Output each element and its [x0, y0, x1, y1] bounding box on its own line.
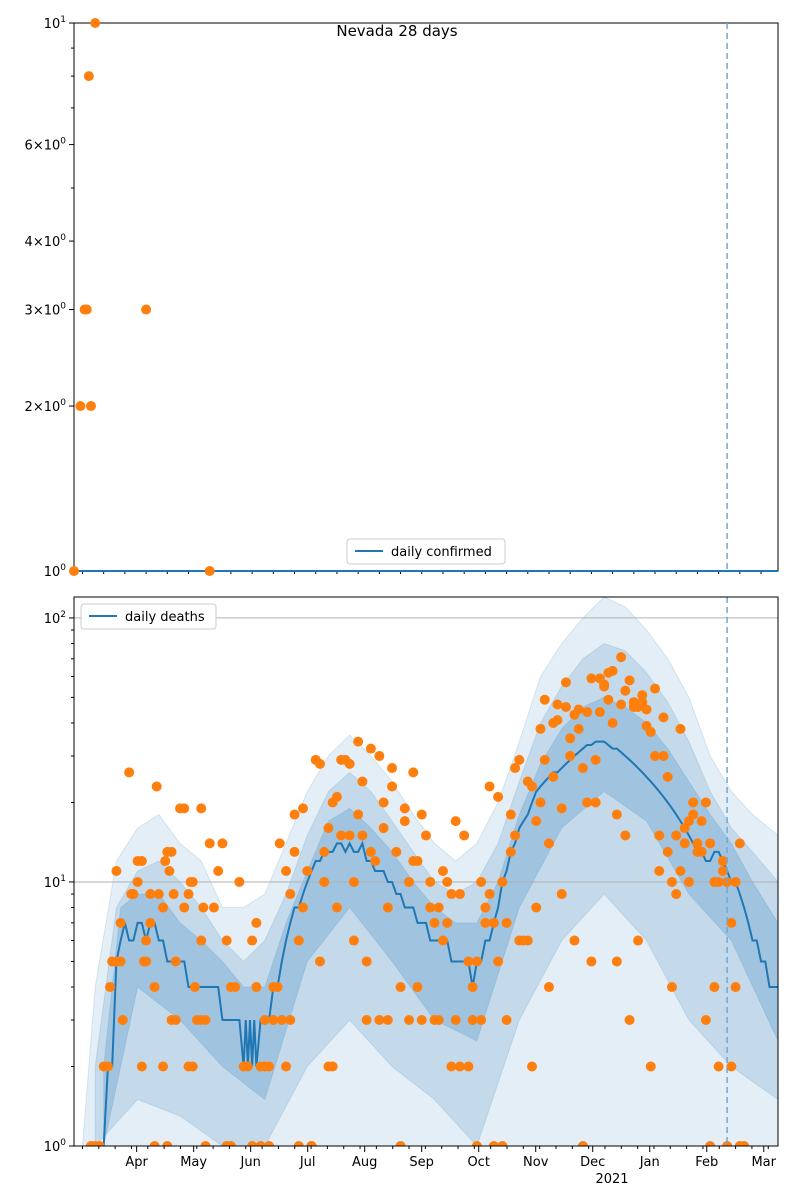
deaths-point [654, 866, 664, 876]
deaths-point [251, 918, 261, 928]
deaths-point [434, 1015, 444, 1025]
confirmed-plot-area [74, 23, 778, 571]
deaths-point [561, 702, 571, 712]
deaths-point [493, 956, 503, 966]
deaths-point [319, 877, 329, 887]
deaths-point [565, 751, 575, 761]
deaths-point [595, 707, 605, 717]
deaths-point [578, 763, 588, 773]
deaths-point [345, 759, 355, 769]
deaths-point [158, 1062, 168, 1072]
deaths-point [302, 866, 312, 876]
deaths-point [531, 903, 541, 913]
deaths-xtick-label: Aug [351, 1155, 378, 1170]
deaths-point [413, 982, 423, 992]
deaths-point [620, 830, 630, 840]
deaths-point [222, 936, 232, 946]
deaths-point [391, 847, 401, 857]
deaths-point [680, 838, 690, 848]
deaths-point [332, 903, 342, 913]
deaths-point [349, 936, 359, 946]
deaths-point [552, 699, 562, 709]
deaths-point [188, 877, 198, 887]
deaths-point [684, 877, 694, 887]
deaths-point [603, 695, 613, 705]
confirmed-ytick-label: $6\times 10^0$ [24, 136, 66, 154]
deaths-point [476, 1015, 486, 1025]
deaths-point [557, 803, 567, 813]
deaths-point [387, 763, 397, 773]
deaths-point [701, 1015, 711, 1025]
deaths-legend [81, 604, 216, 629]
deaths-point [417, 810, 427, 820]
deaths-point [565, 733, 575, 743]
deaths-point [171, 1015, 181, 1025]
deaths-point [400, 816, 410, 826]
deaths-point [671, 830, 681, 840]
deaths-point [608, 666, 618, 676]
deaths-point [468, 982, 478, 992]
deaths-panel [44, 597, 778, 1187]
confirmed-point [69, 566, 79, 576]
deaths-point [167, 847, 177, 857]
deaths-xtick-label: Sep [409, 1155, 434, 1170]
deaths-xtick-label: May [180, 1155, 208, 1170]
deaths-point [731, 982, 741, 992]
deaths-point [116, 918, 126, 928]
confirmed-point [90, 18, 100, 28]
deaths-point [290, 847, 300, 857]
deaths-point [133, 877, 143, 887]
deaths-point [714, 1062, 724, 1072]
deaths-point [150, 982, 160, 992]
deaths-point [362, 956, 372, 966]
deaths-point [357, 777, 367, 787]
deaths-point [620, 686, 630, 696]
deaths-point [642, 704, 652, 714]
deaths-point [171, 956, 181, 966]
confirmed-point [82, 305, 92, 315]
confirmed-point [84, 71, 94, 81]
deaths-point [697, 816, 707, 826]
deaths-point [188, 1062, 198, 1072]
deaths-point [154, 889, 164, 899]
deaths-point [137, 1062, 147, 1072]
deaths-point [141, 956, 151, 966]
deaths-point [328, 1062, 338, 1072]
deaths-point [353, 810, 363, 820]
deaths-point [705, 838, 715, 848]
deaths-point [145, 918, 155, 928]
deaths-point [616, 652, 626, 662]
deaths-point [370, 856, 380, 866]
deaths-point [387, 781, 397, 791]
deaths-point [591, 755, 601, 765]
deaths-point [650, 684, 660, 694]
deaths-point [290, 810, 300, 820]
deaths-point [298, 803, 308, 813]
deaths-point [586, 956, 596, 966]
deaths-point [540, 695, 550, 705]
deaths-point [476, 877, 486, 887]
deaths-point [688, 797, 698, 807]
deaths-point [230, 982, 240, 992]
deaths-point [612, 810, 622, 820]
deaths-point [654, 830, 664, 840]
deaths-point [374, 751, 384, 761]
deaths-ytick-label: $10^0$ [43, 1138, 66, 1155]
deaths-point [169, 889, 179, 899]
deaths-point [179, 903, 189, 913]
deaths-point [574, 724, 584, 734]
deaths-point [160, 856, 170, 866]
deaths-point [251, 982, 261, 992]
deaths-ytick-label: $10^1$ [43, 873, 66, 891]
deaths-point [493, 792, 503, 802]
confirmed-legend [347, 539, 505, 564]
deaths-point [671, 889, 681, 899]
chart-title: Nevada 28 days [336, 22, 458, 40]
deaths-point [196, 936, 206, 946]
deaths-point [198, 903, 208, 913]
deaths-point [247, 936, 257, 946]
deaths-xtick-label: Mar [751, 1155, 777, 1170]
deaths-point [536, 797, 546, 807]
deaths-point [116, 956, 126, 966]
deaths-point [158, 903, 168, 913]
deaths-xtick-label: Jul [299, 1155, 316, 1170]
deaths-point [544, 982, 554, 992]
deaths-point [383, 903, 393, 913]
deaths-point [709, 982, 719, 992]
deaths-point [366, 847, 376, 857]
deaths-point [688, 810, 698, 820]
deaths-xtick-label: Dec [580, 1155, 606, 1170]
deaths-point [557, 889, 567, 899]
deaths-point [404, 1015, 414, 1025]
deaths-point [366, 744, 376, 754]
deaths-point [506, 847, 516, 857]
deaths-point [663, 847, 673, 857]
deaths-point [527, 1062, 537, 1072]
deaths-point [379, 797, 389, 807]
deaths-point [574, 704, 584, 714]
deaths-point [497, 877, 507, 887]
deaths-point [697, 847, 707, 857]
deaths-point [383, 1015, 393, 1025]
deaths-point [103, 1062, 113, 1072]
deaths-point [451, 1015, 461, 1025]
deaths-point [285, 1015, 295, 1025]
deaths-point [349, 877, 359, 887]
deaths-point [451, 816, 461, 826]
deaths-xtick-label: Jan [639, 1155, 660, 1170]
deaths-point [646, 1062, 656, 1072]
deaths-point [184, 889, 194, 899]
deaths-point [552, 715, 562, 725]
deaths-point [281, 866, 291, 876]
deaths-point [425, 877, 435, 887]
deaths-point [243, 1062, 253, 1072]
deaths-point [548, 772, 558, 782]
deaths-point [315, 956, 325, 966]
deaths-point [319, 847, 329, 857]
deaths-point [646, 727, 656, 737]
deaths-point [735, 838, 745, 848]
deaths-point [345, 830, 355, 840]
deaths-point [506, 810, 516, 820]
x-year-label: 2021 [595, 1172, 629, 1187]
deaths-point [510, 830, 520, 840]
deaths-point [658, 712, 668, 722]
deaths-point [455, 889, 465, 899]
deaths-point [429, 918, 439, 928]
deaths-point [667, 982, 677, 992]
confirmed-ytick-label: $2\times 10^0$ [24, 398, 66, 416]
deaths-point [489, 918, 499, 928]
confirmed-point [205, 566, 215, 576]
deaths-point [438, 866, 448, 876]
deaths-point [616, 699, 626, 709]
deaths-point [152, 781, 162, 791]
deaths-legend-label: daily deaths [125, 610, 205, 625]
confirmed-ytick-label: $4\times 10^0$ [24, 233, 66, 251]
deaths-xtick-label: Oct [467, 1155, 490, 1170]
deaths-xtick-label: Apr [125, 1155, 148, 1170]
deaths-point [633, 936, 643, 946]
deaths-point [442, 918, 452, 928]
deaths-point [164, 866, 174, 876]
deaths-point [200, 1015, 210, 1025]
deaths-point [315, 759, 325, 769]
deaths-point [480, 903, 490, 913]
deaths-point [421, 830, 431, 840]
deaths-point [582, 707, 592, 717]
deaths-point [179, 803, 189, 813]
deaths-point [625, 675, 635, 685]
deaths-point [463, 1062, 473, 1072]
deaths-point [273, 982, 283, 992]
deaths-point [396, 982, 406, 992]
deaths-xtick-label: Jun [240, 1155, 261, 1170]
deaths-point [502, 918, 512, 928]
deaths-ytick-label: $10^2$ [43, 609, 66, 627]
deaths-point [434, 903, 444, 913]
deaths-point [264, 1062, 274, 1072]
deaths-point [591, 797, 601, 807]
deaths-point [275, 838, 285, 848]
deaths-point [561, 677, 571, 687]
deaths-point [285, 889, 295, 899]
deaths-point [438, 936, 448, 946]
deaths-point [196, 803, 206, 813]
deaths-point [209, 903, 219, 913]
deaths-point [332, 792, 342, 802]
deaths-point [675, 724, 685, 734]
deaths-point [413, 856, 423, 866]
deaths-point [731, 877, 741, 887]
deaths-point [514, 755, 524, 765]
deaths-point [234, 877, 244, 887]
deaths-xtick-label: Nov [523, 1155, 549, 1170]
deaths-point [111, 866, 121, 876]
confirmed-ytick-label: $10^0$ [43, 563, 66, 580]
deaths-point [569, 936, 579, 946]
deaths-point [118, 1015, 128, 1025]
deaths-point [294, 936, 304, 946]
deaths-point [658, 751, 668, 761]
deaths-point [128, 889, 138, 899]
deaths-point [357, 830, 367, 840]
deaths-point [502, 1015, 512, 1025]
deaths-point [362, 1015, 372, 1025]
deaths-point [608, 718, 618, 728]
deaths-point [523, 936, 533, 946]
deaths-point [400, 803, 410, 813]
deaths-point [190, 982, 200, 992]
deaths-point [667, 877, 677, 887]
deaths-point [599, 681, 609, 691]
deaths-point [485, 781, 495, 791]
deaths-point [485, 889, 495, 899]
deaths-point [531, 816, 541, 826]
deaths-point [323, 823, 333, 833]
deaths-point [417, 1015, 427, 1025]
deaths-point [442, 877, 452, 887]
deaths-point [612, 956, 622, 966]
confirmed-point [141, 305, 151, 315]
deaths-point [281, 1062, 291, 1072]
confirmed-panel [25, 15, 778, 580]
deaths-point [540, 755, 550, 765]
deaths-point [472, 956, 482, 966]
deaths-point [353, 737, 363, 747]
confirmed-ytick-label: $3\times 10^0$ [24, 301, 66, 319]
deaths-point [298, 903, 308, 913]
deaths-point [675, 866, 685, 876]
confirmed-point [75, 401, 85, 411]
deaths-point [205, 838, 215, 848]
deaths-point [701, 797, 711, 807]
deaths-point [663, 772, 673, 782]
deaths-point [124, 767, 134, 777]
deaths-point [105, 982, 115, 992]
deaths-xtick-label: Feb [695, 1155, 719, 1170]
deaths-point [527, 781, 537, 791]
deaths-point [379, 823, 389, 833]
deaths-point [141, 936, 151, 946]
deaths-point [213, 866, 223, 876]
deaths-point [217, 838, 227, 848]
deaths-point [459, 830, 469, 840]
deaths-point [625, 1015, 635, 1025]
deaths-point [137, 856, 147, 866]
deaths-point [404, 877, 414, 887]
deaths-point [544, 838, 554, 848]
confirmed-legend-label: daily confirmed [391, 545, 492, 560]
deaths-point [536, 724, 546, 734]
deaths-point [408, 767, 418, 777]
confirmed-point [86, 401, 96, 411]
confirmed-ytick-label: $10^1$ [43, 15, 66, 32]
